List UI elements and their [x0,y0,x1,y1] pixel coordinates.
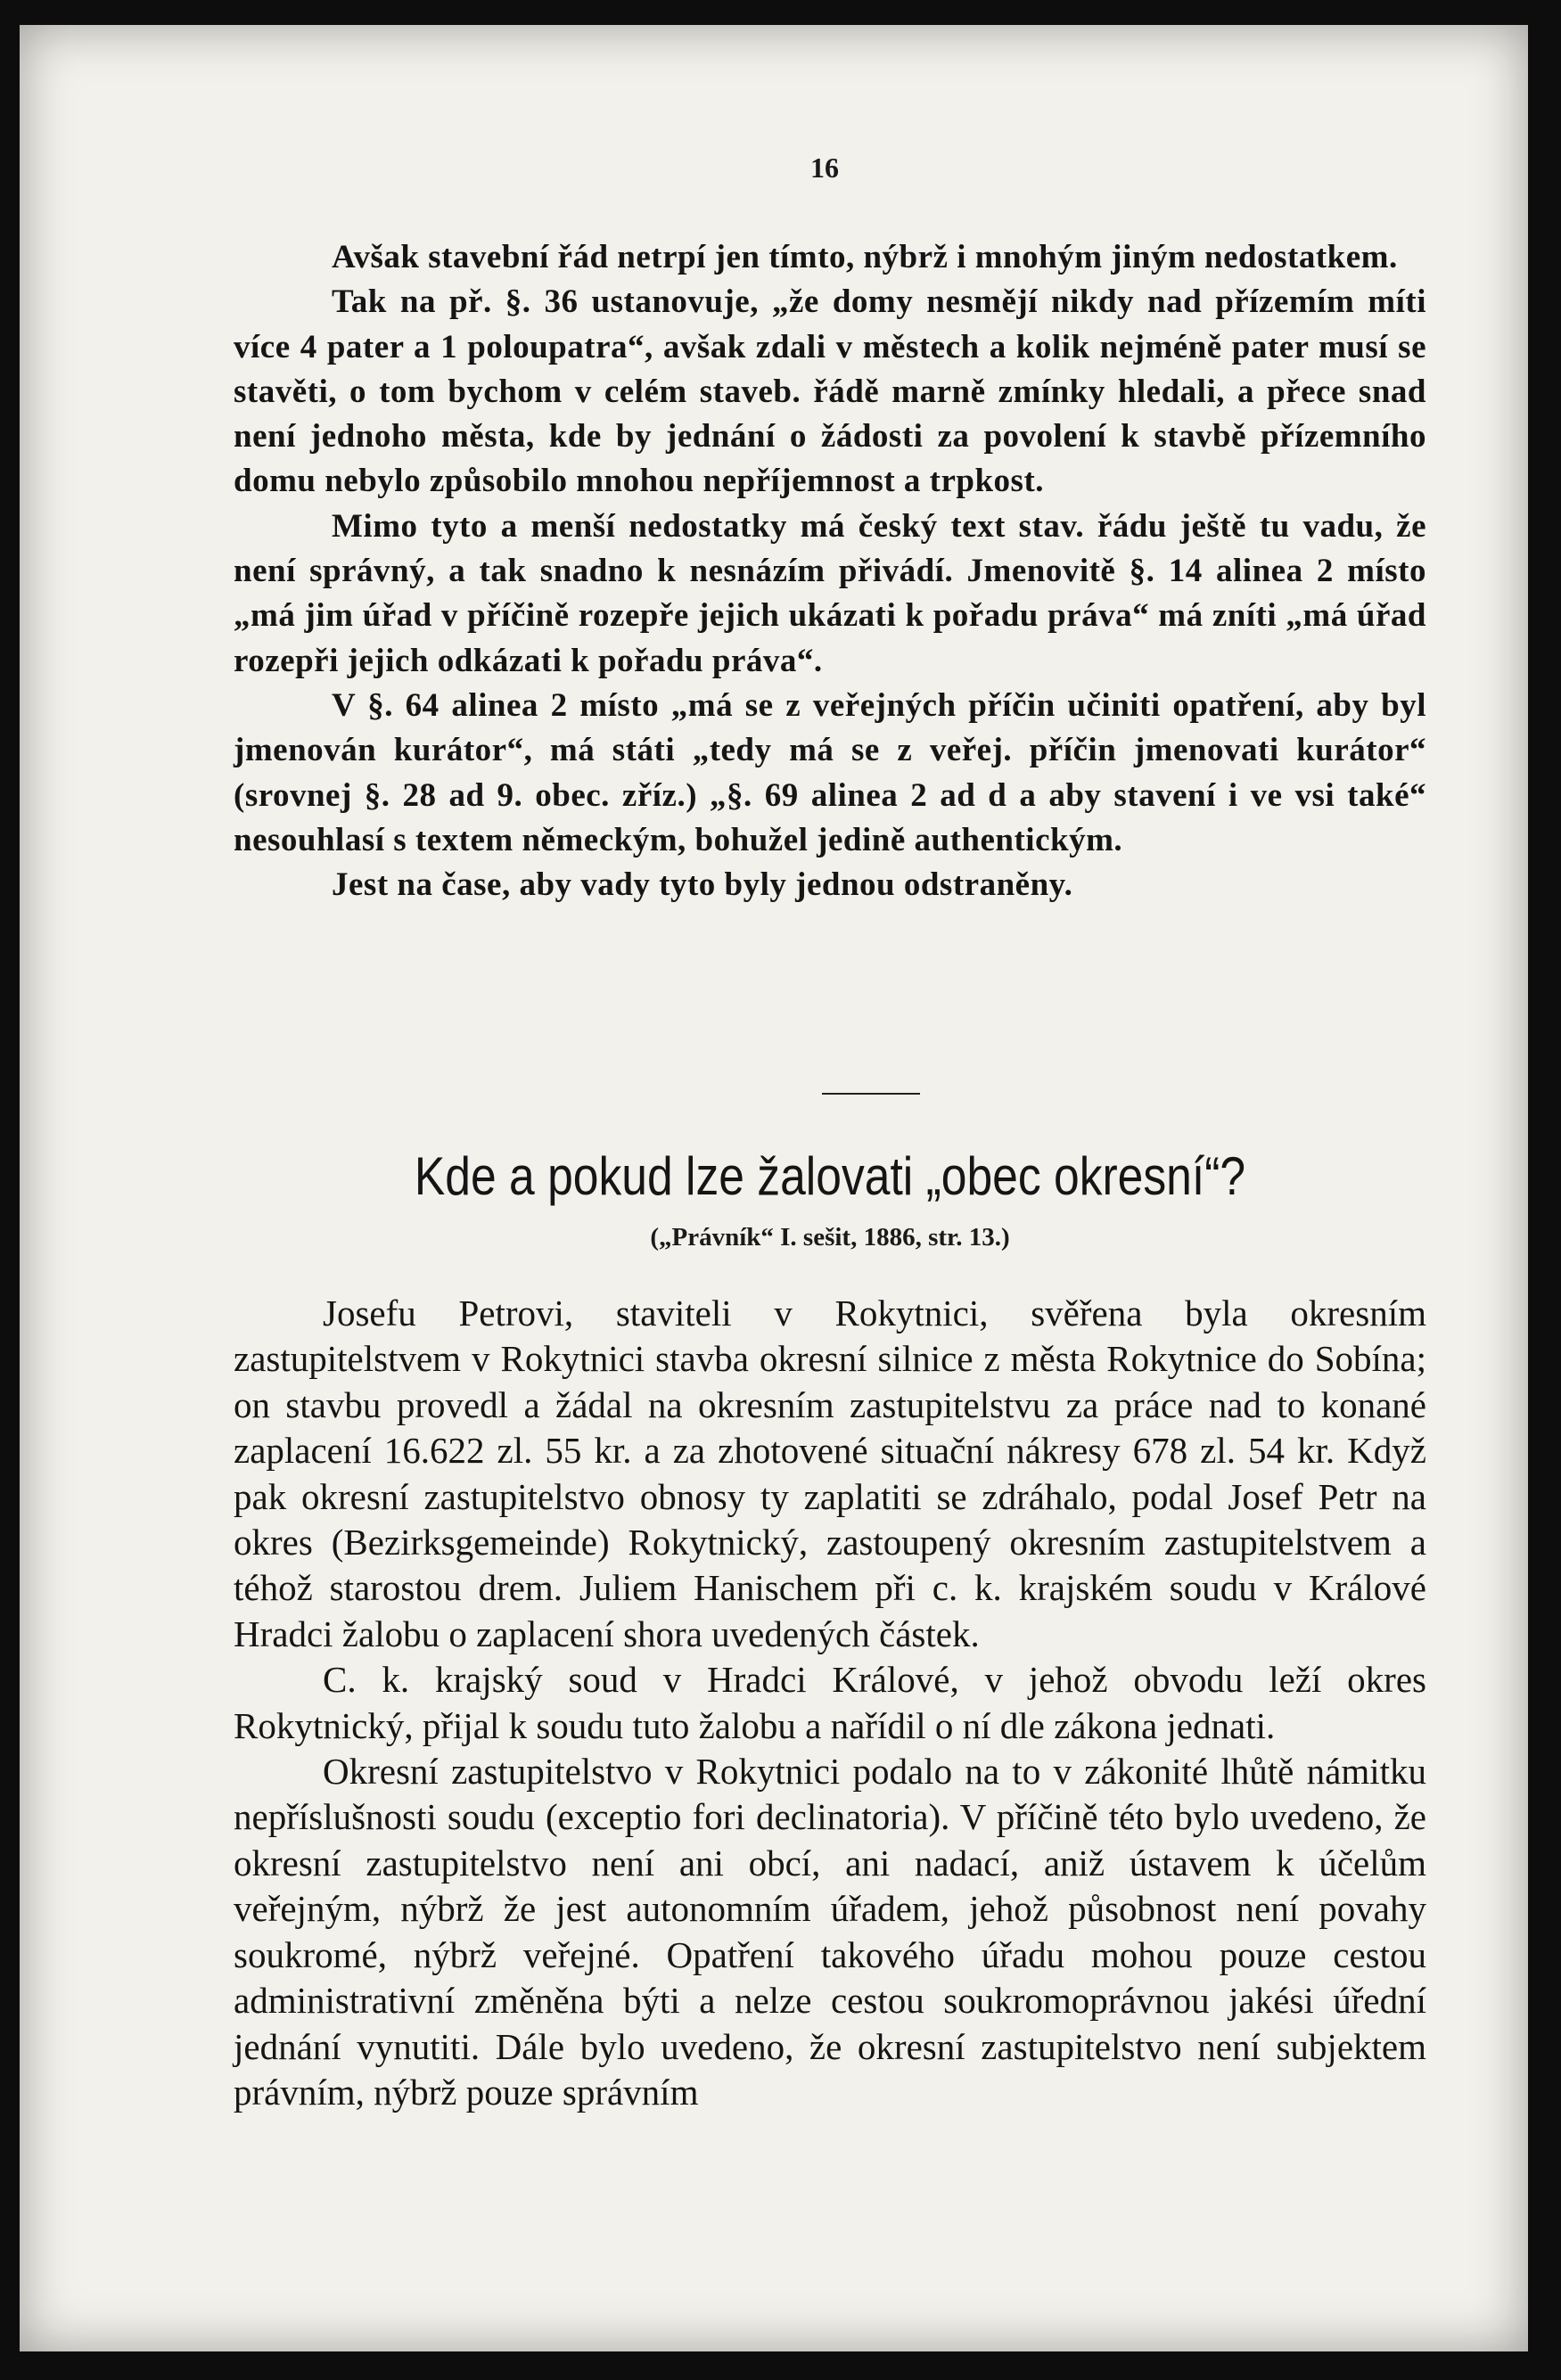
paragraph: V §. 64 alinea 2 místo „má se z veřejných příčin učiniti opatření, aby byl jmenován kurátor“, má státi „tedy má se z veřej. příčin jmenovati kurátor“ (srovnej §. 28 ad 9. obec. zříz.) „§. 69 alinea 2 ad d a aby stavení i ve vsi také“ nesouhlasí s textem německým, bohužel jedině authentickým. [234,686,1426,858]
paragraph: Jest na čase, aby vady tyto byly jednou odstraněny. [332,866,1073,904]
upper-text [234,235,1426,907]
paragraph: Tak na př. §. 36 ustanovuje, „že domy nesmějí nikdy nad přízemím míti více 4 pater a 1 poloupatra“, avšak zdali v městech a kolik nejméně pater musí se stavěti, o tom bychom v celém staveb. řádě marně zmínky hledali, a přece snad není jednoho města, kde by jednání o žádosti za povolení k stavbě přízemního domu nebylo způsobilo mnohou nepříjemnost a trpkost. [234,283,1426,500]
source-citation: („Právník“ I. sešit, 1886, str. 13.) [650,1223,1010,1252]
paragraph: Okresní zastupitelstvo v Rokytnici podalo na to v zákonité lhůtě námitku nepříslušnosti soudu (exceptio fori declinatoria). V příčině této bylo uvedeno, že okresní zastupitelstvo není ani obcí, ani nadací, aniž ústavem k účelům veřejným, nýbrž že jest autonomním úřadem, jehož působnost není povahy soukromé, nýbrž veřejné. Opatření takového úřadu mohou pouze cestou administrativní změněna býti a nelze cestou soukromoprávnou jakési úřední jednání vynutiti. Dále bylo uvedeno, že okresní zastupitelstvo není subjektem právním, nýbrž pouze správním [234,1751,1426,2113]
section-divider [822,1093,920,1095]
lower-text [234,1291,1426,2115]
page-number: 16 [810,152,839,184]
paragraph: Avšak stavební řád netrpí jen tímto, nýbrž i mnohým jiným nedostatkem. [332,239,1398,275]
section-heading: Kde a pokud lze žalovati „obec okresní“? [414,1146,1246,1206]
paragraph: Mimo tyto a menší nedostatky má český text stav. řádu ještě tu vadu, že není správný, a tak snadno k nesnázím přivádí. Jmenovitě §. 14 alinea 2 místo „má jim úřad v příčině rozepře jejich ukázati k pořadu práva“ má zníti „má úřad rozepři jejich odkázati k pořadu práva“. [234,507,1426,679]
paragraph: Josefu Petrovi, staviteli v Rokytnici, svěřena byla okresním zastupitelstvem v Rokytnici stavba okresní silnice z města Rokytnice do Sobína; on stavbu provedl a žádal na okresním zastupitelstvu za práce nad to konané zaplacení 16.622 zl. 55 kr. a za zhotovené situační nákresy 678 zl. 54 kr. Když pak okresní zastupitelstvo obnosy ty zaplatiti se zdráhalo, podal Josef Petr na okres (Bezirksgemeinde) Rokytnický, zastoupený okresním zastupitelstvem a téhož starostou drem. Juliem Hanischem při c. k. krajském soudu v Králové Hradci žalobu o zaplacení shora uvedených částek. [234,1293,1426,1654]
paragraph: C. k. krajský soud v Hradci Králové, v jehož obvodu leží okres Rokytnický, přijal k soudu tuto žalobu a nařídil o ní dle zákona jednati. [234,1659,1426,1746]
